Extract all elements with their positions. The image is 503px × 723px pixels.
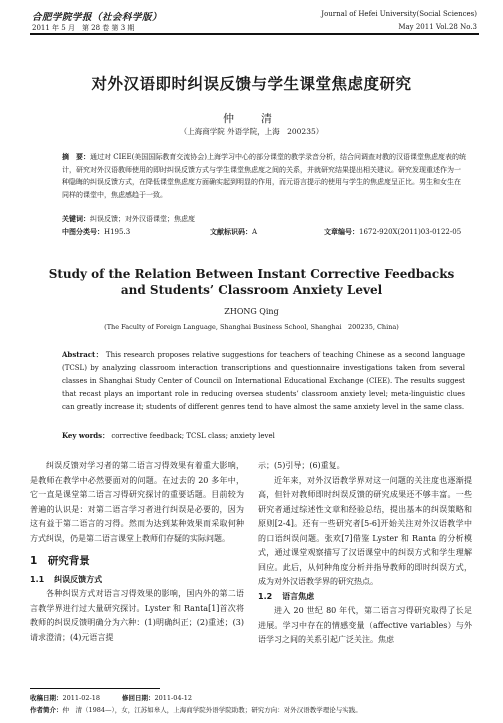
body-column-left [30, 459, 244, 645]
keywords-en-label: Key words： [62, 431, 110, 440]
journal-name-zh: 合肥学院学报（社会科学版） [32, 12, 163, 23]
article-title-en [0, 266, 503, 298]
keywords-en-text: corrective feedback; TCSL class; anxiety level [111, 432, 275, 440]
title-en-line-1: Study of the Relation Between Instant Corrective Feedbacks [48, 267, 455, 281]
title-en-line-2: and Students’ Classroom Anxiety Level [120, 283, 383, 297]
subsection-heading: 1.2 语言焦虑 [258, 591, 315, 601]
paragraph: 进入 20 世纪 80 年代，第二语言习得研究取得了长足进展。学习中存在的情感变量（affective variables）与外语学习之间的关系引起广泛关注。焦虑 [258, 606, 472, 644]
revised-label: 修回日期： [121, 694, 155, 702]
bio-label: 作者简介： [30, 706, 63, 714]
keywords-en [62, 429, 465, 443]
author-en: ZHONG Qing [224, 307, 279, 316]
section-heading: 1 研究背景 [30, 555, 90, 567]
subsection-heading: 1.1 纠误反馈方式 [30, 574, 103, 584]
paragraph: 纠误反馈对学习者的第二语言习得效果有着重大影响，是教师在教学中必然要面对的问题。在过去的 20 多年中，它一直是课堂第二语言习得研究探讨的重要话题。目前较为普遍的认识是：对第二语言学习者进行纠误是必要的，因为这有益于第二语言的习得。然而为达到某种效果而采取何种方式纠误，仍是第二语言课堂上教师们存疑的实际问题。 [30, 461, 244, 543]
keywords-zh-text: 纠误反馈；对外汉语课堂；焦虑度 [90, 215, 195, 223]
running-header [30, 9, 479, 39]
header-rule [30, 33, 479, 35]
keywords-zh [62, 213, 467, 226]
article-title-zh: 对外汉语即时纠误反馈与学生课堂焦虑度研究 [91, 74, 412, 93]
clc-number: 中图分类号：H195.3 [62, 227, 131, 236]
abstract-zh-label: 摘 要： [62, 152, 90, 161]
paragraph: 各种纠误方式对语言习得效果的影响，国内外的第二语言教学界进行过大量研究探讨。Lyster 和 Ranta[1]首次将教师的纠误反馈明确分为六种：(1)明确纠正；(2)重述；(3)请求澄清；(4)元语言提 [30, 589, 244, 642]
article-number: 文章编号：1672-920X(2011)03-0122-05 [324, 227, 462, 236]
issue-info-zh: 2011 年 5 月 第 28 卷 第 3 期 [32, 24, 135, 32]
bio-text: 仲 清（1984—），女，江苏如皋人，上海商学院外语学院助教；研究方向：对外汉语教学理论与实践。 [62, 706, 362, 714]
abstract-en-label: Abstract： [62, 350, 104, 359]
paragraph-continued: 示；(5)引导；(6)重复。 [258, 461, 345, 470]
footnote-author-bio [30, 705, 479, 716]
footnote-rule [30, 688, 160, 689]
abstract-zh-text: 通过对 CIEE(美国国际教育交流协会)上海学习中心的部分课堂的教学录音分析，结合问调查对教的汉语课堂焦虑度表的统计，研究对外汉语教师使用的即时纠误反馈方式与学生课堂焦虑度之间的关系，并就研究结果提出相关建议。研究发现重述作为一种隐晦的纠误反馈方式，在降低课堂焦虑度方面确实起到明显的作用，而元语言提示的使用与学生的焦虑度呈正比。男生和女生在同样的课堂中，焦虑感趋于一致。 [62, 153, 467, 199]
keywords-zh-label: 关键词： [62, 214, 90, 223]
received-date: 2011-02-18 [62, 694, 100, 702]
issue-info-en: May 2011 Vol.28 No.3 [398, 23, 477, 31]
document-code: 文献标识码：A [210, 227, 258, 236]
footnote-dates [30, 693, 479, 704]
journal-name-en: Journal of Hefei University(Social Sciences) [321, 10, 477, 18]
author-zh: 仲 清 [223, 112, 280, 125]
affiliation-en: (The Faculty of Foreign Language, Shanghai Business School, Shanghai 200235, China) [104, 323, 399, 331]
abstract-zh [62, 151, 467, 215]
abstract-en-text: This research proposes relative suggestions for teachers of teaching Chinese as a second language (TCSL) by analyzing classroom interaction transcriptions and questionnaire investigations taken from several classes in Shanghai Study Center of Council on International Educational Exchange (CIEE). The results suggest that recast plays an important role in reducing oversea students’ classroom anxiety level; meta-linguistic clues can greatly increase it; students of different genres tend to have almost the same anxiety level in the same class. [62, 351, 465, 411]
revised-date: 2011-04-12 [154, 694, 192, 702]
abstract-en [62, 348, 465, 428]
paragraph: 近年来，对外汉语教学界对这一问题的关注度也逐渐提高，但针对教师即时纠误反馈的研究成果还不够丰富。一些研究者通过综述性文章和经验总结，提出基本的纠误策略和原则[2-4]。还有一些研究者[5-6]开始关注对外汉语教学中的口语纠误问题。张欢[7]借鉴 Lyster 和 Ranta 的分析模式，通过课堂观察描写了汉语课堂中的纠误方式和学生理解回应。此后，从何种角度分析并指导教师的即时纠误方式，成为对外汉语教学界的研究热点。 [258, 475, 472, 586]
body-column-right [258, 459, 472, 648]
classification-line [62, 226, 467, 239]
received-label: 收稿日期： [30, 694, 63, 702]
affiliation-zh: （上海商学院 外语学院，上海 200235） [179, 127, 324, 136]
